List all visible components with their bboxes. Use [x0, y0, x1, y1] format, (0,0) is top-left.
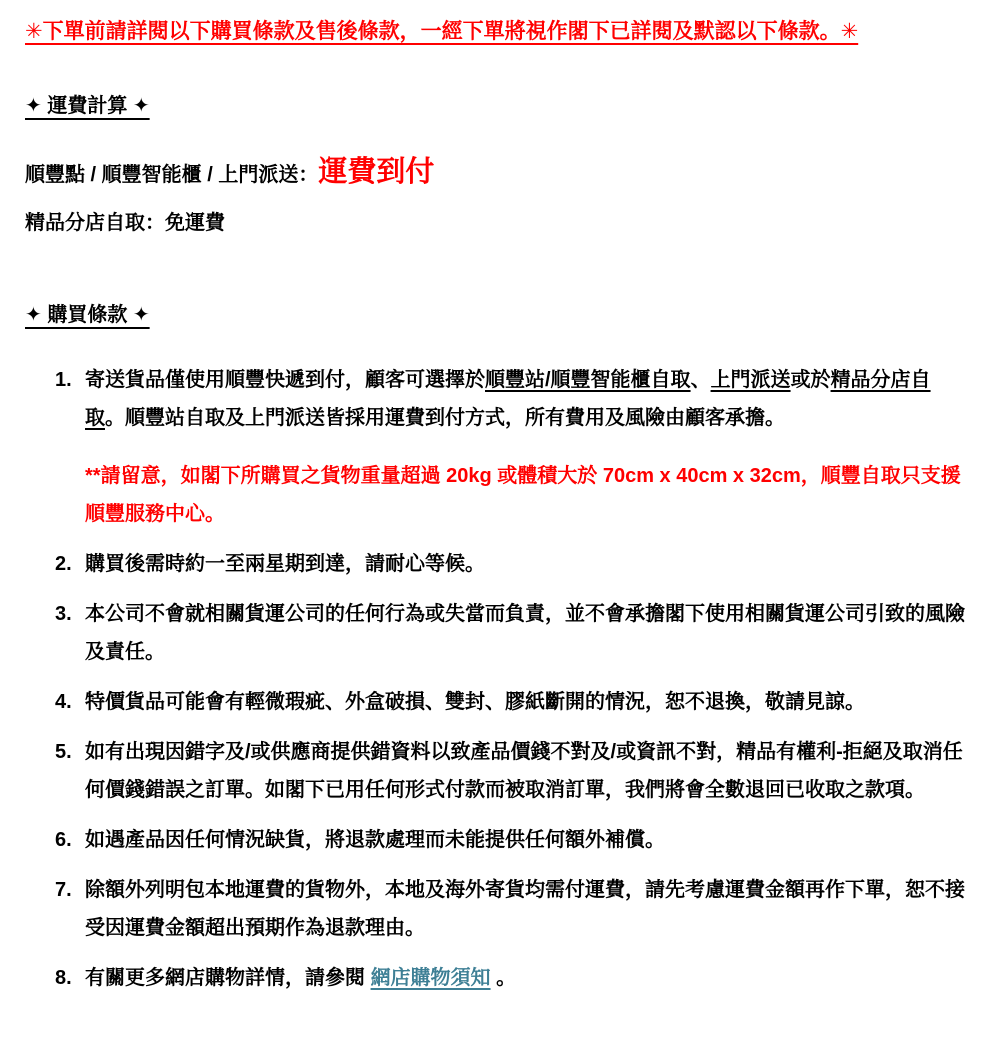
- shipping-methods-line: [25, 152, 965, 195]
- term-7-text: 除額外列明包本地運費的貨物外，本地及海外寄貨均需付運費，請先考慮運費金額再作下單，恕不接受因運費金額超出預期作為退款理由。: [85, 879, 965, 939]
- term-2-text: 購買後需時約一至兩星期到達，請耐心等候。: [85, 553, 485, 575]
- term-3-text: 本公司不會就相關貨運公司的任何行為或失當而負責，並不會承擔閣下使用相關貨運公司引致的風險及責任。: [85, 603, 965, 663]
- freight-collect-value: 運費到付: [318, 156, 435, 188]
- term-item-4: [55, 683, 965, 721]
- term-1-body: [85, 361, 965, 533]
- shipping-fee-heading: ✦ 運費計算 ✦: [25, 95, 150, 117]
- term-8-body: [85, 959, 965, 997]
- term-item-3: [55, 595, 965, 671]
- term-item-8: [55, 959, 965, 997]
- term-2-number: 2.: [55, 553, 72, 575]
- term-1-segment-1: 寄送貨品僅使用順豐快遞到付，顧客可選擇於: [85, 369, 485, 391]
- pre-order-notice: ✳下單前請詳閱以下購買條款及售後條款，一經下單將視作閣下已詳閱及默認以下條款。✳: [25, 20, 859, 43]
- term-4-number: 4.: [55, 691, 72, 713]
- weight-size-limit-note: **請留意，如閣下所購買之貨物重量超過 20kg 或體積大於 70cm x 40cm x 32cm，順豐自取只支援順豐服務中心。: [85, 465, 961, 525]
- term-5-text: 如有出現因錯字及/或供應商提供錯資料以致產品價錢不對及/或資訊不對，精品有權利-拒絕及取消任何價錢錯誤之訂單。如閣下已用任何形式付款而被取消訂單，我們將會全數退回已收取之款項。: [85, 741, 963, 801]
- store-pickup-line: 精品分店自取：免運費: [25, 212, 225, 234]
- shipping-methods-label: 順豐點 / 順豐智能櫃 / 上門派送：: [25, 164, 319, 186]
- term-8-number: 8.: [55, 967, 72, 989]
- term-1-segment-4: 。順豐站自取及上門派送皆採用運費到付方式，所有費用及風險由顧客承擔。: [105, 407, 785, 429]
- term-1-underline-sf-station-pickup: 順豐站/順豐智能櫃自取: [485, 369, 691, 391]
- term-item-2: [55, 545, 965, 583]
- term-6-number: 6.: [55, 829, 72, 851]
- online-shopping-guide-link[interactable]: 網店購物須知: [370, 967, 491, 989]
- term-8-segment-1: 有關更多網店購物詳情，請參閱: [85, 967, 371, 989]
- term-1-underline-home-delivery: 上門派送: [710, 369, 791, 391]
- term-item-1: [55, 361, 965, 533]
- term-5-number: 5.: [55, 741, 72, 763]
- term-item-6: [55, 821, 965, 859]
- term-item-5: [55, 733, 965, 809]
- term-1-segment-2: 、: [690, 369, 711, 391]
- purchase-terms-section: [25, 301, 965, 997]
- terms-document: [25, 18, 965, 997]
- term-3-number: 3.: [55, 603, 72, 625]
- term-1-segment-3: 或於: [790, 369, 831, 391]
- terms-list: [25, 361, 965, 997]
- term-8-segment-2: 。: [490, 967, 517, 989]
- shipping-fee-section: [25, 92, 965, 237]
- term-4-text: 特價貨品可能會有輕微瑕疵、外盒破損、雙封、膠紙斷開的情況，恕不退換，敬請見諒。: [85, 691, 865, 713]
- term-7-number: 7.: [55, 879, 72, 901]
- term-6-text: 如遇產品因任何情況缺貨，將退款處理而未能提供任何額外補償。: [85, 829, 665, 851]
- term-item-7: [55, 871, 965, 947]
- term-1-text: [85, 361, 965, 437]
- term-1-number: 1.: [55, 369, 72, 391]
- term-1-underline-store-pickup: 精品分店自取: [85, 369, 931, 429]
- purchase-terms-heading: ✦ 購買條款 ✦: [25, 304, 150, 326]
